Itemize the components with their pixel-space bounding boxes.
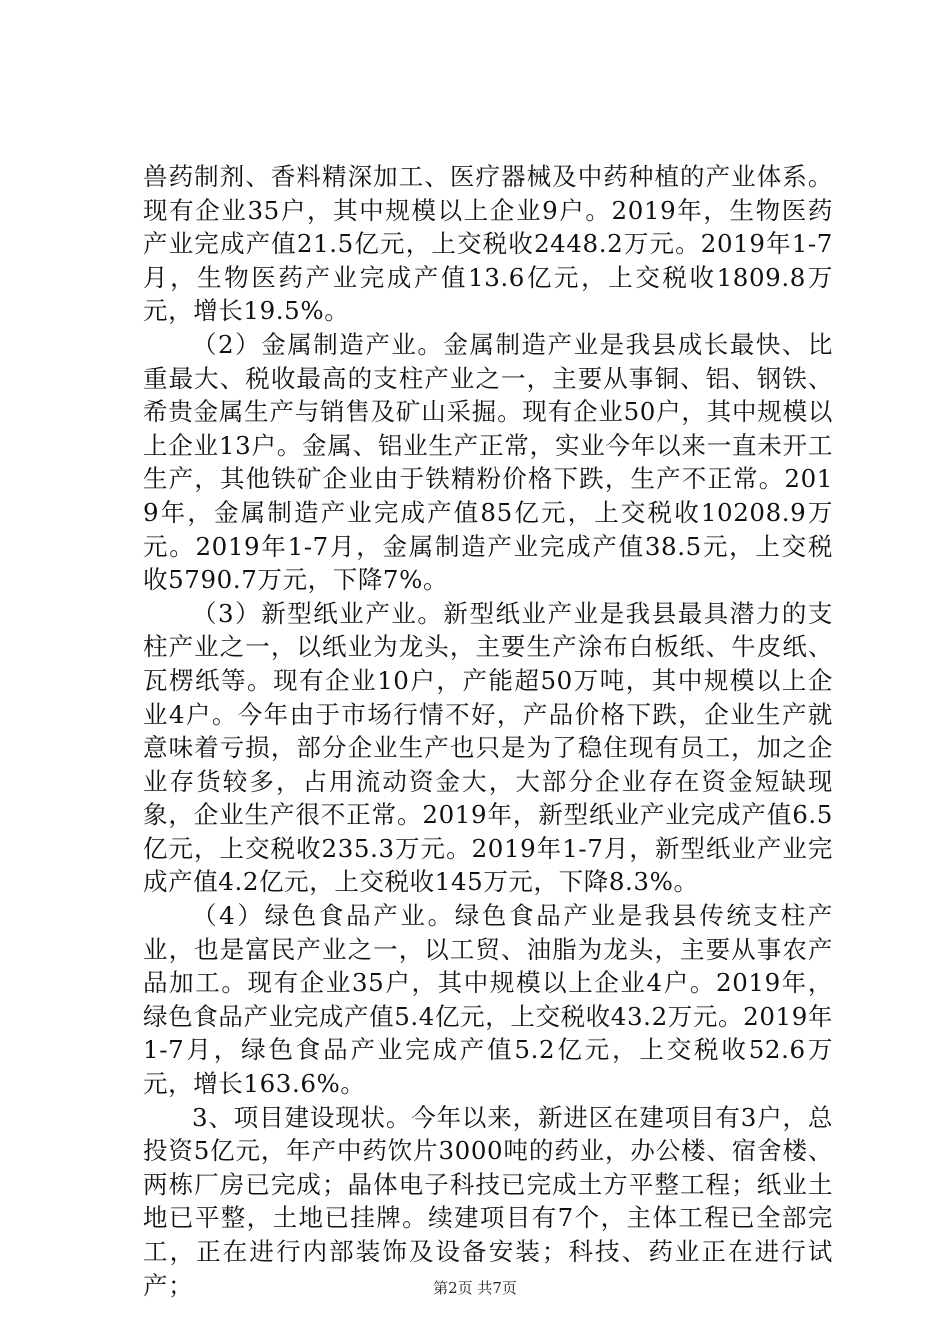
paragraph-project-construction: 3、项目建设现状。今年以来，新进区在建项目有3户，总投资5亿元，年产中药饮片3000吨的药业，办公楼、宿舍楼、两栋厂房已完成；晶体电子科技已完成土方平整工程；纸业土地已平整，土地已挂牌。续建项目有7个，主体工程已全部完工，正在进行内部装饰及设备安装；科技、药业正在进行试产； [143, 1102, 833, 1300]
paragraph-metal-manufacturing: （2）金属制造产业。金属制造产业是我县成长最快、比重最大、税收最高的支柱产业之一，主要从事铜、铝、钢铁、希贵金属生产与销售及矿山采掘。现有企业50户，其中规模以上企业13户。金属、铝业生产正常，实业今年以来一直未开工生产，其他铁矿企业由于铁精粉价格下跌，生产不正常。2019年，金属制造产业完成产值85亿元，上交税收10208.9万元。2019年1-7月，金属制造产业完成产值38.5元，上交税收5790.7万元，下降7%。 [143, 329, 833, 595]
paragraph-green-food: （4）绿色食品产业。绿色食品产业是我县传统支柱产业，也是富民产业之一，以工贸、油脂为龙头，主要从事农产品加工。现有企业35户，其中规模以上企业4户。2019年，绿色食品产业完成产值5.4亿元，上交税收43.2万元。2019年1-7月，绿色食品产业完成产值5.2亿元，上交税收52.6万元，增长163.6%。 [143, 901, 833, 1099]
body-text [143, 160, 833, 1302]
page-number-footer: 第2页 共7页 [433, 1279, 517, 1297]
paragraph-new-paper-industry: （3）新型纸业产业。新型纸业产业是我县最具潜力的支柱产业之一，以纸业为龙头，主要生产涂布白板纸、牛皮纸、瓦楞纸等。现有企业10户，产能超50万吨，其中规模以上企业4户。今年由于市场行情不好，产品价格下跌，企业生产就意味着亏损，部分企业生产也只是为了稳住现有员工，加之企业存货较多，占用流动资金大，大部分企业存在资金短缺现象，企业生产很不正常。2019年，新型纸业产业完成产值6.5亿元，上交税收235.3万元。2019年1-7月，新型纸业产业完成产值4.2亿元，上交税收145万元，下降8.3%。 [143, 598, 833, 897]
paragraph-biomedicine-continued: 兽药制剂、香料精深加工、医疗器械及中药种植的产业体系。现有企业35户，其中规模以上企业9户。2019年，生物医药产业完成产值21.5亿元，上交税收2448.2万元。2019年1-7月，生物医药产业完成产值13.6亿元，上交税收1809.8万元，增长19.5%。 [143, 162, 833, 326]
